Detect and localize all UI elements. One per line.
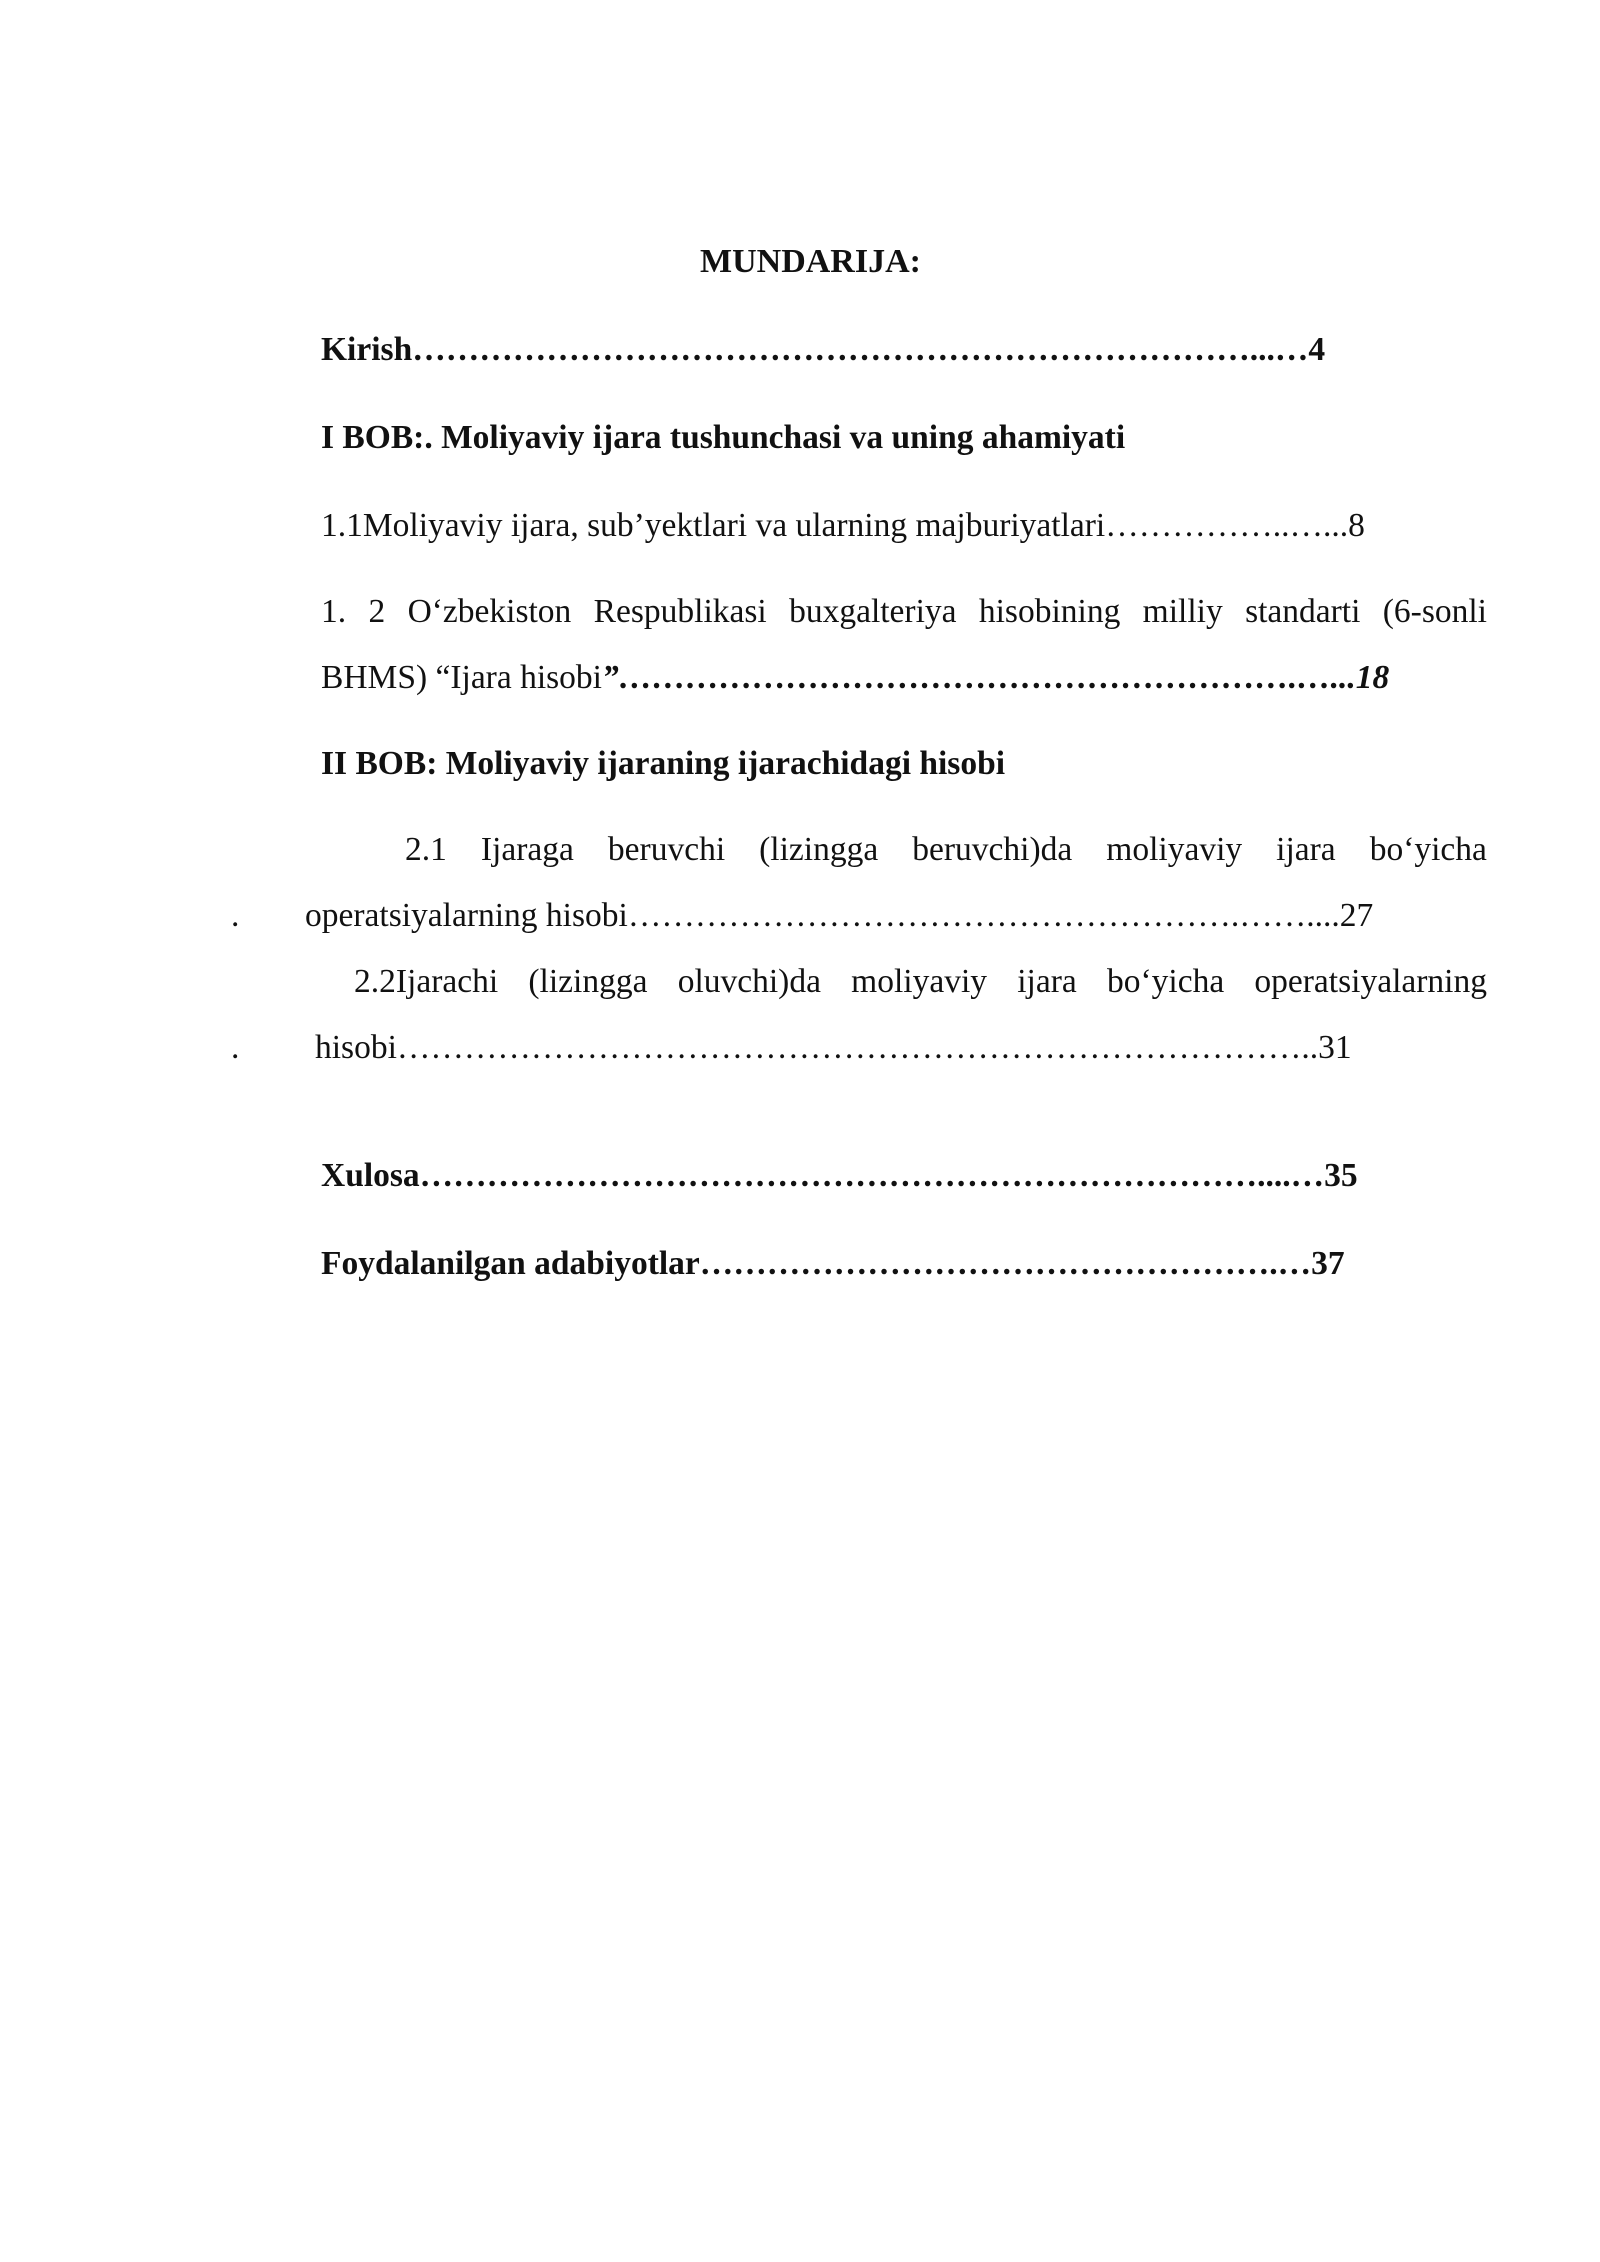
toc-word: 2.2Ijarachi — [354, 963, 499, 1000]
toc-entry-1-2-leader: ”…………………………………………………….…...18 — [602, 659, 1390, 696]
toc-word: (lizingga — [759, 831, 879, 868]
toc-word: standarti — [1245, 593, 1361, 630]
toc-word: oluvchi)da — [677, 963, 821, 1000]
toc-entry-2-1-line-1 — [405, 828, 1487, 872]
toc-word: bo‘yicha — [1369, 831, 1487, 868]
toc-word: hisobining — [978, 593, 1121, 630]
toc-entry-1-2-line-2 — [321, 656, 1389, 700]
toc-word: beruvchi)da — [912, 831, 1073, 868]
toc-word: moliyaviy — [1106, 831, 1243, 868]
toc-entry-kirish: Kirish…………………………………………………………………...…4 — [321, 331, 1326, 368]
toc-word: (6-sonli — [1382, 593, 1487, 630]
toc-word: ijara — [1276, 831, 1336, 868]
toc-word: moliyaviy — [851, 963, 988, 1000]
toc-entry-adabiyotlar: Foydalanilgan adabiyotlar…………………………………………….…37 — [321, 1245, 1345, 1282]
toc-entry-xulosa: Xulosa…………………………………………………………………....…35 — [321, 1157, 1358, 1194]
toc-entry-1-2-line-1 — [321, 590, 1487, 634]
toc-entry-1-1: 1.1Moliyaviy ijara, sub’yektlari va ularning majburiyatlari……………..…...8 — [321, 507, 1365, 544]
toc-word: ijara — [1017, 963, 1077, 1000]
toc-chapter-1-title: I BOB:. Moliyaviy ijara tushunchasi va uning ahamiyati — [321, 419, 1126, 456]
toc-word: 2 — [368, 593, 386, 630]
toc-chapter-2-title: II BOB: Moliyaviy ijaraning ijarachidagi hisobi — [321, 745, 1006, 782]
toc-word: O‘zbekiston — [407, 593, 572, 630]
toc-title: MUNDARIJA: — [700, 243, 921, 280]
toc-word: Ijaraga — [480, 831, 574, 868]
toc-word: beruvchi — [607, 831, 726, 868]
toc-word: bo‘yicha — [1106, 963, 1225, 1000]
toc-word: 2.1 — [405, 831, 447, 868]
toc-word: buxgalteriya — [789, 593, 957, 630]
toc-entry-2-2-line-2: hisobi………………………………………………………………………..31 — [315, 1029, 1352, 1066]
toc-entry-2-2-line-1 — [354, 960, 1487, 1004]
toc-word: milliy — [1142, 593, 1223, 630]
toc-entry-2-1-line-2: operatsiyalarning hisobi……………………………………………….……....27 — [305, 897, 1374, 934]
toc-marker: . — [231, 897, 240, 934]
toc-word: Respublikasi — [593, 593, 767, 630]
toc-marker: . — [231, 1029, 240, 1066]
toc-entry-1-2-text: BHMS) “Ijara hisobi — [321, 659, 602, 696]
toc-word: (lizingga — [528, 963, 648, 1000]
toc-word: 1. — [321, 593, 347, 630]
toc-word: operatsiyalarning — [1254, 963, 1487, 1000]
